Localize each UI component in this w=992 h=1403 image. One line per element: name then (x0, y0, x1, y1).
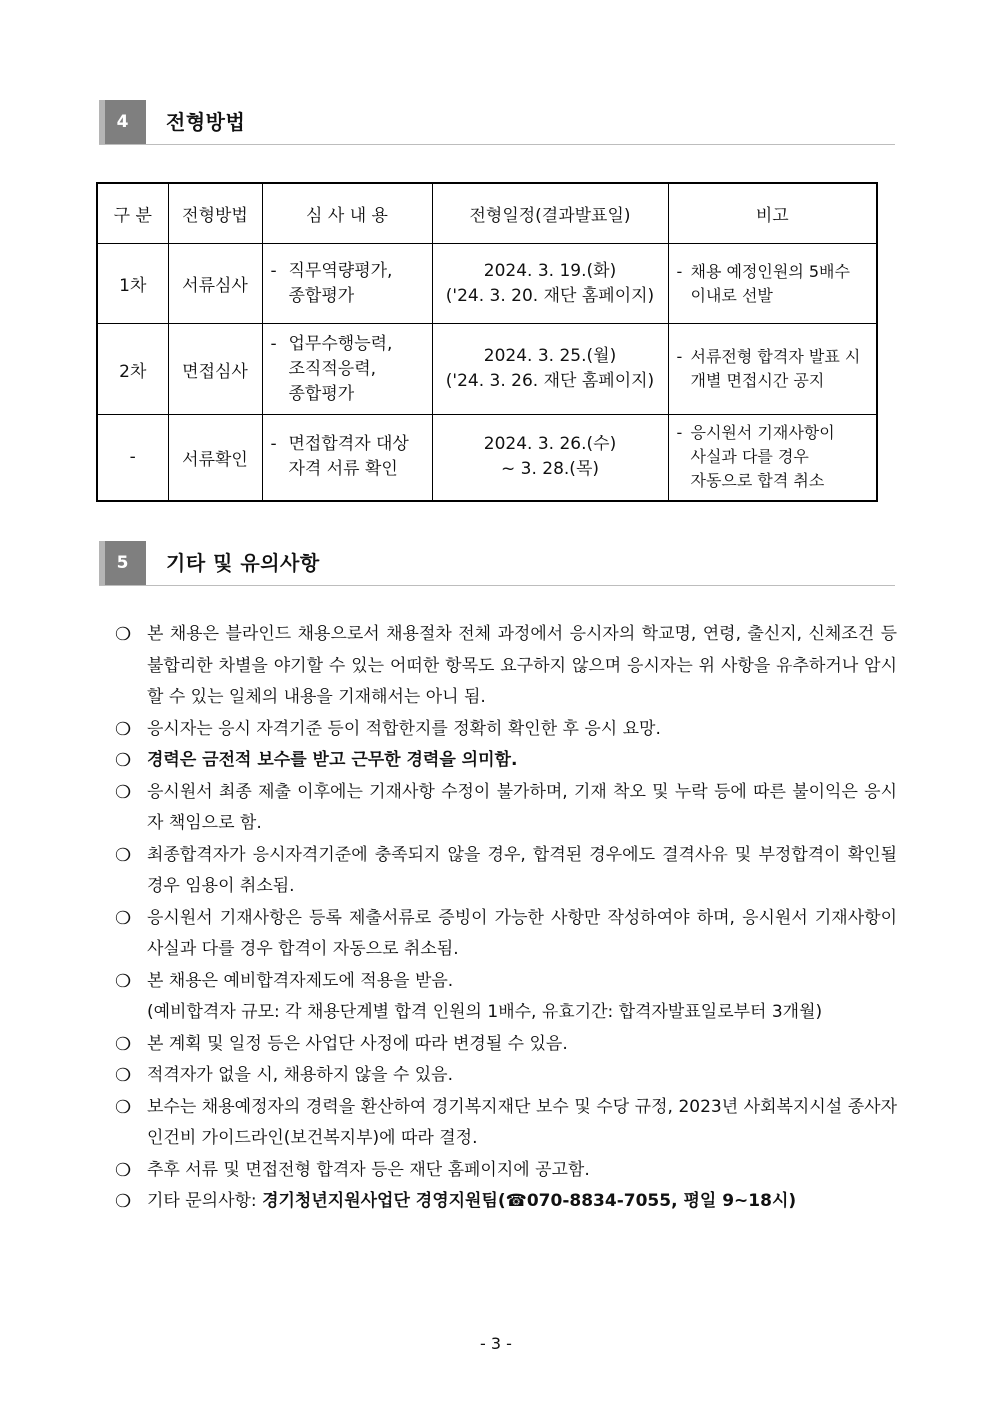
section-5-header (99, 541, 895, 586)
bullet-icon: ❍ (115, 624, 132, 645)
list-item: ❍ 최종합격자가 응시자격기준에 충족되지 않을 경우, 합격된 경우에도 결격사유 및 부정합격이 확인될 경우 임용이 취소됨. (115, 840, 897, 903)
header-note: 비고 (668, 183, 877, 244)
cell-stage: - (97, 415, 168, 501)
list-item: ❍ 추후 서류 및 면접전형 합격자 등은 재단 홈페이지에 공고함. (115, 1155, 897, 1187)
header-schedule: 전형일정(결과발표일) (432, 183, 668, 244)
bullet-icon: ❍ (115, 781, 132, 803)
list-item-contact (115, 1186, 897, 1218)
list-item: ❍ 응시자는 응시 자격기준 등이 적합한지를 정확히 확인한 후 응시 요망. (115, 714, 897, 746)
notice-list (115, 619, 897, 1218)
list-item: ❍ 적격자가 없을 시, 채용하지 않을 수 있음. (115, 1060, 897, 1092)
bullet-icon: ❍ (115, 1191, 132, 1212)
table-row (97, 244, 877, 324)
cell-method: 면접심사 (168, 324, 262, 415)
table-row (97, 324, 877, 415)
list-item-note (115, 997, 897, 1029)
header-stage: 구 분 (97, 183, 168, 244)
cell-content: - 면접합격자 대상 자격 서류 확인 (262, 415, 432, 501)
reserve-note: (예비합격자 규모: 각 채용단계별 합격 인원의 1배수, 유효기간: 합격자발표일로부터 3개월) (147, 1002, 823, 1022)
cell-content: - 업무수행능력, 조직적응력, 종합평가 (262, 324, 432, 415)
cell-schedule: 2024. 3. 25.(월) ('24. 3. 26. 재단 홈페이지) (432, 324, 668, 415)
bullet-icon: ❍ (115, 907, 132, 929)
cell-note: - 채용 예정인원의 5배수 이내로 선발 (668, 244, 877, 324)
bullet-icon: ❍ (115, 844, 132, 866)
list-item: ❍ 본 채용은 예비합격자제도에 적용을 받음. (115, 966, 897, 998)
section-4-header (99, 100, 895, 145)
cell-schedule: 2024. 3. 26.(수) ~ 3. 28.(목) (432, 415, 668, 501)
selection-method-table (96, 182, 878, 502)
bullet-icon: ❍ (115, 1159, 132, 1181)
cell-schedule: 2024. 3. 19.(화) ('24. 3. 20. 재단 홈페이지) (432, 244, 668, 324)
cell-note: - 응시원서 기재사항이 사실과 다를 경우 자동으로 합격 취소 (668, 415, 877, 501)
cell-method: 서류심사 (168, 244, 262, 324)
section-number: 4 (99, 100, 146, 144)
header-content: 심 사 내 용 (262, 183, 432, 244)
bullet-icon: ❍ (115, 718, 132, 740)
table-header-row (97, 183, 877, 244)
section-title: 기타 및 유의사항 (166, 551, 320, 575)
page-number: - 3 - (480, 1334, 512, 1353)
cell-content: - 직무역량평가, 종합평가 (262, 244, 432, 324)
contact-value: 경기청년지원사업단 경영지원팀(☎070-8834-7055, 평일 9~18시) (262, 1191, 797, 1211)
table-row (97, 415, 877, 501)
section-number: 5 (99, 541, 146, 585)
bullet-icon: ❍ (115, 750, 132, 771)
contact-label: 기타 문의사항: (147, 1191, 263, 1211)
list-item: ❍ 경력은 금전적 보수를 받고 근무한 경력을 의미함. (115, 745, 897, 777)
list-item: ❍ 본 계획 및 일정 등은 사업단 사정에 따라 변경될 수 있음. (115, 1029, 897, 1061)
cell-stage: 1차 (97, 244, 168, 324)
list-item: ❍ 응시원서 기재사항은 등록 제출서류로 증빙이 가능한 사항만 작성하여야 하며, 응시원서 기재사항이 사실과 다를 경우 합격이 자동으로 취소됨. (115, 903, 897, 966)
bullet-icon: ❍ (115, 1096, 132, 1118)
bullet-icon: ❍ (115, 1033, 132, 1055)
list-item: ❍ 응시원서 최종 제출 이후에는 기재사항 수정이 불가하며, 기재 착오 및 누락 등에 따른 불이익은 응시자 책임으로 함. (115, 777, 897, 840)
list-item: ❍ 보수는 채용예정자의 경력을 환산하여 경기복지재단 보수 및 수당 규정, 2023년 사회복지시설 종사자 인건비 가이드라인(보건복지부)에 따라 결정. (115, 1092, 897, 1155)
cell-stage: 2차 (97, 324, 168, 415)
bullet-icon: ❍ (115, 970, 132, 992)
list-item: ❍ 본 채용은 블라인드 채용으로서 채용절차 전체 과정에서 응시자의 학교명, 연령, 출신지, 신체조건 등 불합리한 차별을 야기할 수 있는 어떠한 항목도 요구하지 않으며 응시자는 위 사항을 유추하거나 암시할 수 있는 일체의 내용을 기재해서는 아니 됨. (115, 619, 897, 714)
header-method: 전형방법 (168, 183, 262, 244)
bullet-icon: ❍ (115, 1065, 132, 1086)
cell-note: - 서류전형 합격자 발표 시 개별 면접시간 공지 (668, 324, 877, 415)
section-title: 전형방법 (166, 110, 246, 134)
cell-method: 서류확인 (168, 415, 262, 501)
